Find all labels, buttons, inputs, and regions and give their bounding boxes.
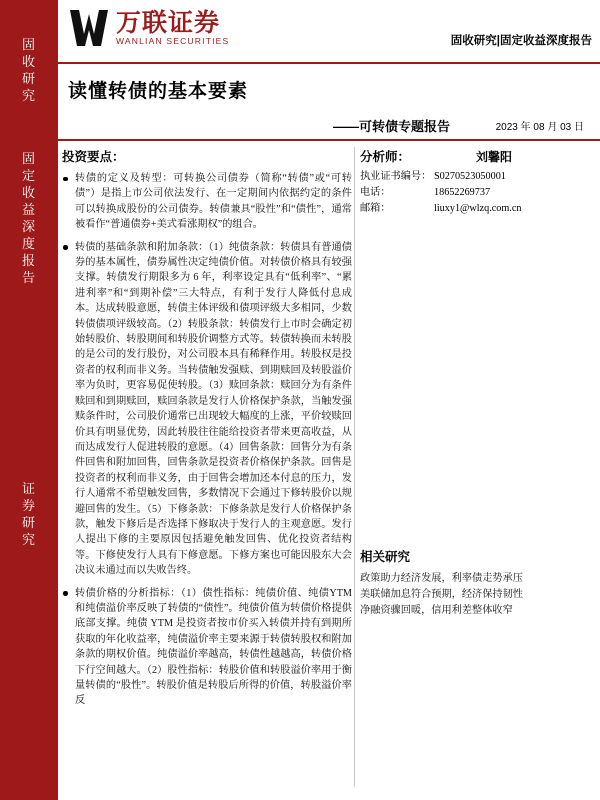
related-research-item[interactable]: 美联储加息符合预期，经济保持韧性 <box>360 589 523 600</box>
sidebar-char: 收 <box>21 185 36 200</box>
analyst-license-value: S0270523050001 <box>434 171 506 182</box>
left-red-sidebar <box>0 0 58 800</box>
sidebar-char: 告 <box>21 270 36 285</box>
sidebar-char: 定 <box>21 168 36 183</box>
sidebar-block-depth-report <box>0 150 58 286</box>
sidebar-char: 报 <box>21 253 36 268</box>
list-item: 转债的基础条款和附加条款：（1）纯债条款：转债具有普通债券的基本属性，债券属性决定纯债价值。对转债价格具有较强支撑。转债发行期限多为 6 年，利率设定具有“低利率”、“累进利率”和“到期补偿”三大特点，有利于发行人降低付息成本。达成转股意愿，转债主体评级和债项评级大多相同，少数转债债项评级较高。（2）转股条款：转债发行上市时会确定初始转股价、转股期间和转股价调整方式等。转债转换而未转股的是公司的发行股份，对公司股本具有稀释作用。转股权是投资者的权利而非义务。当转债触发强赎、到期赎回及转股溢价率为负时，更容易促使转股。（3）赎回条款：赎回分为有条件赎回和到期赎回，赎回条款是发行人价格保护条款，当触发强赎条件时，公司股价通常已出现较大幅度的上涨，平价较赎回价具有明显优势，因此转股往往能给投资者带来更高收益，从而达成发行人促进转股的意愿。（4）回售条款：回售分为有条件回售和附加回售，回售条款是投资者价格保护条款。回售是投资者的权利而非义务，由于回售会增加还本付息的压力，发行人通常不希望触发回售，多数情况下会通过下修转股价以规避回售的发生。（5）下修条款：下修条款是发行人价格保护条款，触发下修后是否选择下修取决于发行人的主观意愿。发行人提出下修的主要原因包括避免触发回售、优化投资者结构等。下修使发行人具有下修意愿。下修方案也可能因股东大会决议未通过而以失败告终。 <box>62 240 352 579</box>
investment-highlights-column <box>62 147 352 716</box>
analyst-phone-row <box>360 185 592 201</box>
analyst-name: 刘馨阳 <box>476 150 513 164</box>
title-divider <box>58 139 600 141</box>
section-heading: 投资要点： <box>62 150 125 164</box>
document-header <box>58 0 600 62</box>
highlight-list <box>62 171 352 709</box>
title-area <box>58 64 600 139</box>
related-research-heading: 相关研究 <box>360 550 411 564</box>
logo-company-name-en: WANLIAN SECURITIES <box>116 35 230 46</box>
analyst-email-row <box>360 201 592 217</box>
analyst-column <box>360 147 592 619</box>
sidebar-block-securities-research <box>0 480 58 548</box>
related-research-item[interactable]: 政策助力经济发展，利率债走势承压 <box>360 573 523 584</box>
sidebar-char: 度 <box>21 236 36 251</box>
sidebar-char: 益 <box>21 202 36 217</box>
analyst-license-row <box>360 169 592 185</box>
sidebar-char: 研 <box>21 71 36 86</box>
related-research-item[interactable]: 净融资骤回暖，信用利差整体收窄 <box>360 605 513 616</box>
analyst-phone-label: 电话： <box>360 187 391 198</box>
sidebar-char: 固 <box>21 151 36 166</box>
sidebar-char: 证 <box>21 481 36 496</box>
sidebar-char: 收 <box>21 54 36 69</box>
analyst-license-label: 执业证书编号： <box>360 171 432 182</box>
column-divider <box>354 147 355 787</box>
analyst-heading: 分析师： <box>360 150 411 164</box>
analyst-email-label: 邮箱： <box>360 203 391 214</box>
page-subtitle: ——可转债专题报告 <box>332 119 450 134</box>
sidebar-char: 券 <box>21 498 36 513</box>
analyst-phone-value: 18652269737 <box>434 187 491 198</box>
list-item: 转债的定义及转型：可转换公司债券（简称“转债”或“可转债”）是指上市公司依法发行、在一定期间内依据约定的条件可以转换成股份的公司债券。转债兼具“股性”和“债性”，通常被看作“普通债券+美式看涨期权”的组合。 <box>62 171 352 233</box>
sidebar-char: 深 <box>21 219 36 234</box>
publish-date: 2023 年 08 月 03 日 <box>495 122 584 133</box>
logo-company-name: 万联证券 <box>116 8 221 37</box>
header-breadcrumb: 固收研究|固定收益深度报告 <box>450 35 592 47</box>
wanlian-w-icon <box>68 8 110 48</box>
sidebar-char: 究 <box>21 88 36 103</box>
sidebar-char: 究 <box>21 532 36 547</box>
list-item: 转债价格的分析指标：（1）债性指标：纯债价值、纯债YTM 和纯债溢价率反映了转债的“债性”。纯债价值为转债价格提供底部支撑。纯债 YTM 是投资者按市价买入转债并持有到期所获取的年化收益率，纯债溢价率主要来源于转债转股权和附加条款的期权价值。纯债溢价率越高，转债性越越高，转债价格下行空间越大。（2）股性指标：转股价值和转股溢价率用于衡量转债的“股性”。转股价值是转股后所得的价值，转股溢价率反 <box>62 586 352 709</box>
page-title: 读懂转债的基本要素 <box>68 81 249 102</box>
analyst-email-value[interactable]: liuxy1@wlzq.com.cn <box>434 203 522 214</box>
sidebar-block-fixed-income-research <box>0 36 58 104</box>
sidebar-char: 固 <box>21 37 36 52</box>
company-logo <box>68 8 229 48</box>
sidebar-char: 研 <box>21 515 36 530</box>
